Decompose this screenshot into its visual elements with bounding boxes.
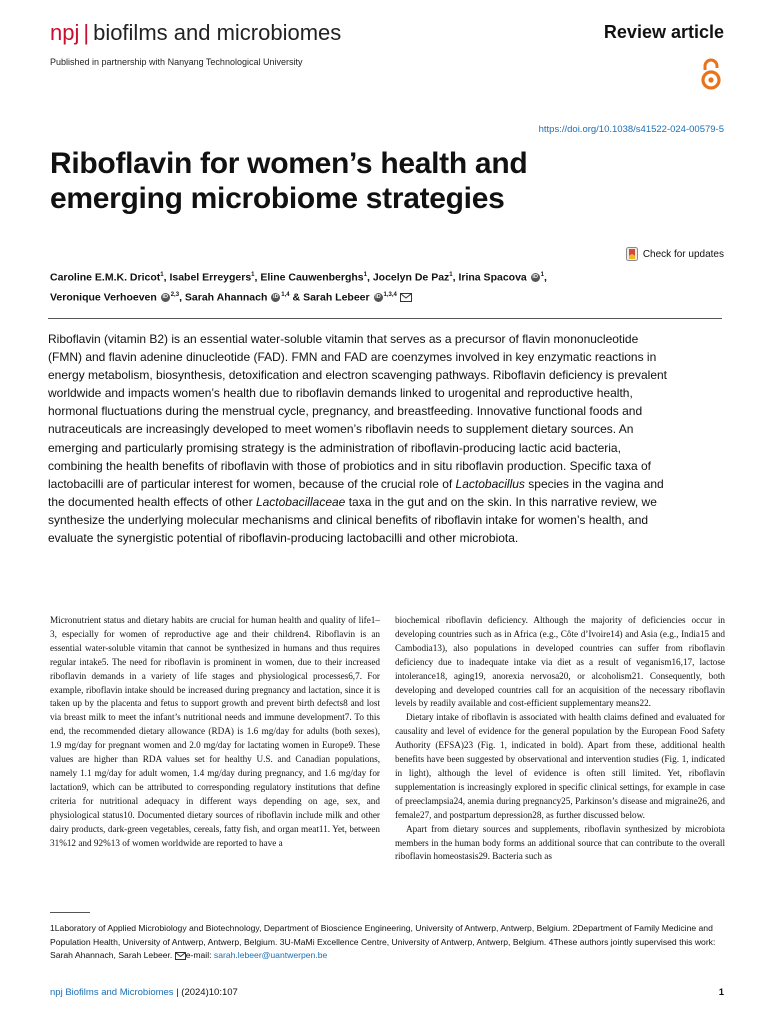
envelope-icon [175, 952, 186, 960]
journal-title[interactable] [50, 20, 341, 46]
footer-journal-link[interactable]: npj Biofilms and Microbiomes [50, 987, 174, 998]
orcid-icon[interactable]: iD [162, 293, 168, 300]
footnote-divider [50, 912, 90, 913]
author-affiliation: 1 [160, 272, 164, 278]
author-affiliation: 2,3 [170, 291, 180, 298]
author-affiliation: 1,4 [281, 291, 290, 298]
author-name[interactable]: Caroline E.M.K. Dricot [50, 271, 161, 284]
article-title [50, 146, 720, 216]
author-name[interactable]: Jocelyn De Paz [372, 271, 450, 284]
document-type: Review article [603, 22, 724, 42]
author-name[interactable]: Irina Spacova [458, 271, 527, 284]
abstract-taxon: Lactobacillus [455, 476, 525, 491]
email-label: e-mail: [185, 950, 212, 960]
body-paragraph: biochemical riboflavin deficiency. Although the majority of deficiencies occur in developing countries such as in Africa (e.g., Côte d’Ivoire14) and Asia (e.g., India15 and Cambodia13), also populations in developed countries can suffer from riboflavin deficiency due to inadequate intake via diet as a result of veganism16,17, lactose intolerance18, aging19, anorexia nervosa20, or alcoholism21. Consequently, both developing and developed countries call for an acquisition of the necessary riboflavin levels by readily available and cost-efficient supplementary means22. [395, 615, 725, 709]
author-list: Caroline E.M.K. Dricot$^1$, Isabel Erreygers$^1$, Eline Cauwenberghs$^1$, Jocelyn De Paz$^1$, Irina Spacova iD $^1$, Veronique Verhoeven iD $^{2,3}$, Sarah Ahannach iD $^{1,4}$ & Sarah Lebeer iD $^{1,3,4}$ [50, 271, 547, 303]
orcid-icon[interactable]: iD [532, 274, 538, 281]
journal-brand: npj [50, 20, 80, 45]
journal-separator: | [83, 20, 90, 45]
email-link[interactable]: sarah.lebeer@uantwerpen.be [213, 950, 328, 960]
page-number: 1 [718, 987, 724, 998]
abstract-text: Riboflavin (vitamin B2) is an essential water-soluble vitamin that serves as a precursor of flavin mononucleotide (FMN) and flavin adenine dinucleotide (FAD). FMN and FAD are coenzymes involved in key enzymatic reactions in energy metabolism, biosynthesis, detoxification and electron scavenging pathways. Riboflavin deficiency is prevalent worldwide and impacts women’s health due to riboflavin demands linked to urogenital and reproductive health, hormonal fluctuations during the menstrual cycle, pregnancy, and breastfeeding. Innovative functional foods and nutraceuticals are increasingly developed to meet women’s riboflavin needs to supplement dietary sources. An emerging and particularly promising strategy is the administration of riboflavin-producing lactic acid bacteria, combining the health benefits of riboflavin with those of probiotics and in situ riboflavin production. Specific taxa of lactobacilli are of particular interest for women, because of the crucial role of [48, 332, 668, 491]
doi-link[interactable]: https://doi.org/10.1038/s41522-024-00579-5 [538, 124, 724, 135]
check-updates-label: Check for updates [642, 248, 724, 260]
author-name[interactable]: Veronique Verhoeven [50, 291, 157, 303]
orcid-icon[interactable]: iD [273, 293, 279, 300]
abstract [48, 318, 722, 547]
body-paragraph: Apart from dietary sources and supplements, riboflavin synthesized by microbiota members in the human body forms an additional source that can contribute to the overall riboflavin homeostasis29. Bacteria such as [395, 823, 725, 862]
envelope-icon[interactable] [400, 293, 412, 302]
footer-citation: | (2024)10:107 [176, 987, 238, 998]
author-name[interactable]: Sarah Ahannach [184, 291, 268, 303]
author-name[interactable]: Isabel Erreygers [169, 271, 252, 284]
orcid-icon[interactable]: iD [375, 293, 381, 300]
affiliations [50, 922, 730, 963]
title-line-1: Riboflavin for women’s health and [50, 147, 528, 180]
abstract-text: taxa in the gut and on the skin. In this narrative review, we synthesize the underlying molecular mechanisms and clinical benefits of riboflavin intake for women’s health, and evaluate the synergistic potential of riboflavin-producing lactobacilli and other microbiota. [48, 494, 657, 546]
author-name[interactable]: Eline Cauwenberghs [260, 271, 364, 284]
author-affiliation: 1 [363, 272, 367, 278]
author-affiliation: 1 [540, 272, 545, 278]
body-column-right [395, 614, 725, 864]
check-for-updates-button[interactable] [626, 247, 724, 261]
open-access-icon [700, 57, 722, 91]
body-paragraph: Dietary intake of riboflavin is associated with health claims defined and evaluated for causality and level of evidence for the general population by the European Food Safety Authority (EFSA)23 (Fig. 1, indicated in bold). Apart from these, additional health benefits have been suggested by observational and intervention studies (Fig. 1, indicated in light), although the level of evidence is often still limited. Yet, riboflavin supplementation is increasingly explored in specific clinical settings, for example in case of preeclampsia24, anemia during pregnancy25, Parkinson’s disease and migraine26, and female27, and postpartum depression28, as further discussed below. [395, 712, 725, 820]
body-paragraph: Micronutrient status and dietary habits are crucial for human health and quality of life1–3, especially for women of reproductive age and their children4. Riboflavin is an essential water-soluble vitamin that cannot be synthesized in humans and thus requires regular intake5. The need for riboflavin is prominent in women, due to their increased riboflavin demands in a variety of life stages and physiological processes6,7. For example, riboflavin intake should be increased during pregnancy and lactation, since it is taken up by the placenta and fetus to support growth and prevent birth defects8 and lost via breast milk to meet the infant’s nutritional needs and immune development7. To this end, the recommended dietary allowance (RDA) is 1.6 mg/day for adults (both sexes), 1.9 mg/day for pregnant women and 2.0 mg/day for lactating women in Europe9. These values are higher than RDA values set for healthy U.S. and Canadian populations, namely 1.1 mg/day for adult women, 1.4 mg/day during pregnancy, and 1.6 mg/day for lactation9, which can be attributed to corresponding regulatory institutions that define criteria for nutritional adequacy in different ways depending on age, sex, and physiological status10. Documented dietary sources of riboflavin include milk and other dairy products, dark-green vegetables, cereals, fatty fish, and organ meat11. Yet, between 31%12 and 92%13 of women worldwide are reported to have a [50, 615, 380, 848]
author-affiliation: 1 [251, 272, 255, 278]
page-footer [50, 987, 724, 1001]
title-line-2: emerging microbiome strategies [50, 182, 505, 215]
journal-name: biofilms and microbiomes [93, 20, 342, 45]
abstract-taxon: Lactobacillaceae [255, 494, 346, 509]
body-column-left [50, 614, 380, 850]
author-affiliation: 1 [449, 272, 453, 278]
author-affiliation: 1,3,4 [383, 291, 397, 298]
author-name[interactable]: Sarah Lebeer [303, 291, 370, 303]
affiliations-text: 1Laboratory of Applied Microbiology and Biotechnology, Department of Bioscience Engineering, University of Antwerp, Antwerp, Belgium. 2Department of Family Medicine and Population Health, University of Antwerp, Antwerp, Belgium. 3U-MaMi Excellence Centre, University of Antwerp, Antwerp, Belgium. 4These authors jointly supervised this work: Sarah Ahannach, Sarah Lebeer. [50, 923, 716, 960]
check-updates-icon [626, 247, 638, 261]
partner-note: Published in partnership with Nanyang Technological University [50, 57, 303, 67]
journal-header [50, 20, 724, 50]
abstract-text: species in the vagina and the documented health effects of other [48, 476, 664, 509]
